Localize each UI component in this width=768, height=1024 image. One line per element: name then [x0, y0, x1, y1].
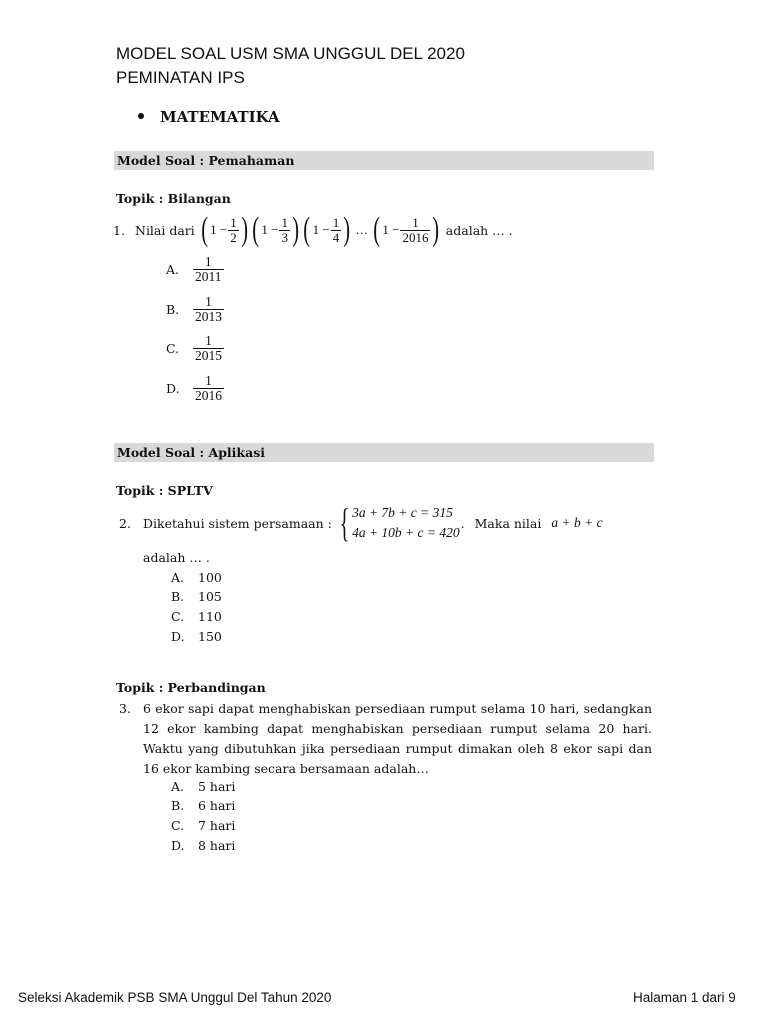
subject-label: MATEMATIKA	[160, 108, 280, 126]
subject-heading	[138, 108, 280, 126]
period: .	[460, 515, 465, 531]
expression: a + b + c	[551, 515, 603, 530]
topic-perbandingan: Topik : Perbandingan	[116, 680, 266, 695]
equation-system	[352, 503, 460, 543]
question-prefix: Nilai dari	[135, 222, 195, 238]
section-band-pemahaman: Model Soal : Pemahaman	[114, 151, 654, 170]
option-b: B. 105	[171, 589, 222, 604]
question-1	[113, 211, 513, 248]
bullet-icon	[138, 113, 144, 119]
factor-term: ( 1 − $\frac{1}{2016}$ )	[373, 211, 440, 248]
question-number: 1.	[113, 222, 125, 238]
option-b: B. 6 hari	[171, 798, 236, 813]
footer-title: Seleksi Akademik PSB SMA Unggul Del Tahun 2020	[18, 990, 332, 1005]
option-c: C. $\frac{1}{2015}$	[166, 333, 222, 363]
question-suffix: adalah … .	[445, 222, 513, 238]
topic-bilangan: Topik : Bilangan	[116, 191, 231, 206]
option-c: C. 7 hari	[171, 818, 236, 833]
option-a: A. 100	[171, 570, 222, 585]
equation-1: 3a + 7b + c = 315	[352, 505, 453, 520]
question-2-continuation: adalah … .	[143, 550, 210, 565]
factor-term: ( 1 − $\frac{1}{3}$ )	[252, 211, 300, 248]
section-band-aplikasi: Model Soal : Aplikasi	[114, 443, 654, 462]
option-d: D. 150	[171, 629, 222, 644]
question-middle: Maka nilai	[474, 515, 542, 531]
option-d: D. 8 hari	[171, 838, 236, 853]
option-d: D. $\frac{1}{2016}$	[166, 373, 222, 403]
question-prefix: Diketahui sistem persamaan :	[143, 515, 332, 531]
equation-2: 4a + 10b + c = 420	[352, 525, 460, 540]
option-a: A. 5 hari	[171, 779, 236, 794]
option-c: C. 110	[171, 609, 222, 624]
ellipsis: …	[355, 222, 369, 237]
system-brace: {	[339, 500, 350, 545]
factor-term: ( 1 − $\frac{1}{2}$ )	[201, 211, 248, 248]
question-2	[119, 501, 603, 545]
factor-term: ( 1 − $\frac{1}{4}$ )	[303, 211, 351, 248]
question-number: 2.	[119, 515, 131, 531]
option-a: A. $\frac{1}{2011}$	[166, 254, 222, 284]
option-b: B. $\frac{1}{2013}$	[166, 294, 222, 324]
topic-spltv: Topik : SPLTV	[116, 483, 213, 498]
document-subtitle: PEMINATAN IPS	[116, 68, 245, 87]
page-number: Halaman 1 dari 9	[633, 990, 736, 1005]
question-number: 3.	[119, 701, 131, 716]
question-3-text: 6 ekor sapi dapat menghabiskan persediaan rumput selama 10 hari, sedangkan 12 ekor kambing dapat menghabiskan persediaan rumput selama 20 hari. Waktu yang dibutuhkan jika persediaan rumput dimakan oleh 8 ekor sapi dan 16 ekor kambing secara bersamaan adalah…	[143, 701, 652, 776]
document-title: MODEL SOAL USM SMA UNGGUL DEL 2020	[116, 44, 465, 63]
